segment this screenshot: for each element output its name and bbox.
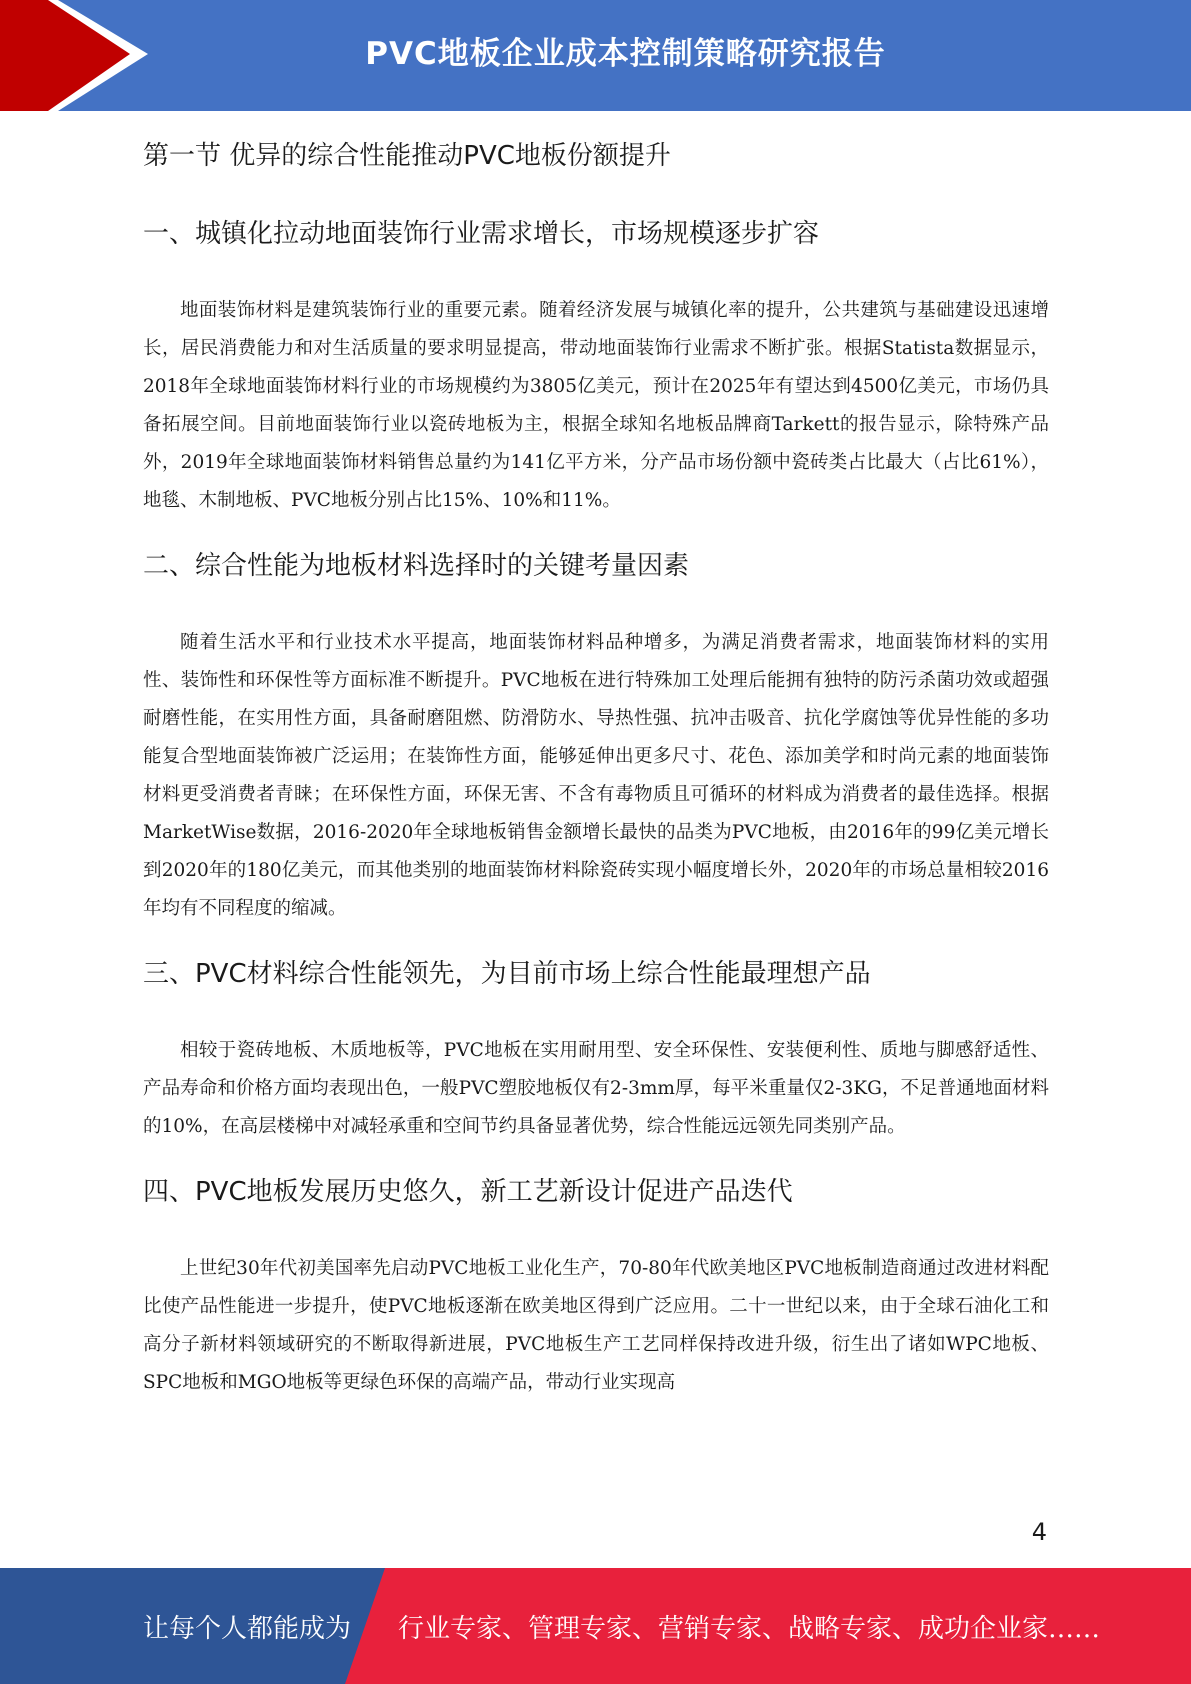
heading-4: 四、PVC地板发展历史悠久，新工艺新设计促进产品迭代 — [143, 1177, 793, 1207]
heading-3: 三、PVC材料综合性能领先，为目前市场上综合性能最理想产品 — [143, 959, 871, 989]
section-title: 第一节 优异的综合性能推动PVC地板份额提升 — [143, 141, 671, 171]
heading-2: 二、综合性能为地板材料选择时的关键考量因素 — [143, 551, 690, 581]
paragraph-3: 相较于瓷砖地板、木质地板等，PVC地板在实用耐用型、安全环保性、安装便利性、质地与脚感舒适性、产品寿命和价格方面均表现出色，一般PVC塑胶地板仅有2-3mm厚，每平米重量仅2-3KG，不足普通地面材料的10%，在高层楼梯中对减轻承重和空间节约具备显著优势，综合性能远远领先同类别产品。 — [143, 1040, 1049, 1137]
heading-1: 一、城镇化拉动地面装饰行业需求增长，市场规模逐步扩容 — [143, 219, 820, 249]
paragraph-4: 上世纪30年代初美国率先启动PVC地板工业化生产，70-80年代欧美地区PVC地板制造商通过改进材料配比使产品性能进一步提升，使PVC地板逐渐在欧美地区得到广泛应用。二十一世纪以来，由于全球石油化工和高分子新材料领域研究的不断取得新进展，PVC地板生产工艺同样保持改进升级，衍生出了诸如WPC地板、SPC地板和MGO地板等更绿色环保的高端产品，带动行业实现高 — [143, 1258, 1049, 1393]
footer-slogan-left: 让每个人都能成为 — [143, 1613, 352, 1644]
page-number: 4 — [1031, 1518, 1047, 1546]
footer-slogan-right: 行业专家、管理专家、营销专家、战略专家、成功企业家…… — [398, 1613, 1101, 1644]
paragraph-2: 随着生活水平和行业技术水平提高，地面装饰材料品种增多，为满足消费者需求，地面装饰材料的实用性、装饰性和环保性等方面标准不断提升。PVC地板在进行特殊加工处理后能拥有独特的防污杀菌功效或超强耐磨性能，在实用性方面，具备耐磨阻燃、防滑防水、导热性强、抗冲击吸音、抗化学腐蚀等优异性能的多功能复合型地面装饰被广泛运用；在装饰性方面，能够延伸出更多尺寸、花色、添加美学和时尚元素的地面装饰材料更受消费者青睐；在环保性方面，环保无害、不含有毒物质且可循环的材料成为消费者的最佳选择。根据MarketWise数据，2016-2020年全球地板销售金额增长最快的品类为PVC地板，由2016年的99亿美元增长到2020年的180亿美元，而其他类别的地面装饰材料除瓷砖实现小幅度增长外，2020年的市场总量相较2016年均有不同程度的缩减。 — [143, 632, 1049, 919]
page-header — [0, 0, 1191, 111]
paragraph-1: 地面装饰材料是建筑装饰行业的重要元素。随着经济发展与城镇化率的提升，公共建筑与基础建设迅速增长，居民消费能力和对生活质量的要求明显提高，带动地面装饰行业需求不断扩张。根据Statista数据显示，2018年全球地面装饰材料行业的市场规模约为3805亿美元，预计在2025年有望达到4500亿美元，市场仍具备拓展空间。目前地面装饰行业以瓷砖地板为主，根据全球知名地板品牌商Tarkett的报告显示，除特殊产品外，2019年全球地面装饰材料销售总量约为141亿平方米，分产品市场份额中瓷砖类占比最大（占比61%），地毯、木制地板、PVC地板分别占比15%、10%和11%。 — [143, 300, 1049, 511]
document-title: PVC地板企业成本控制策略研究报告 — [365, 35, 886, 72]
page-content — [143, 120, 1049, 1402]
page-footer — [0, 1568, 1191, 1684]
